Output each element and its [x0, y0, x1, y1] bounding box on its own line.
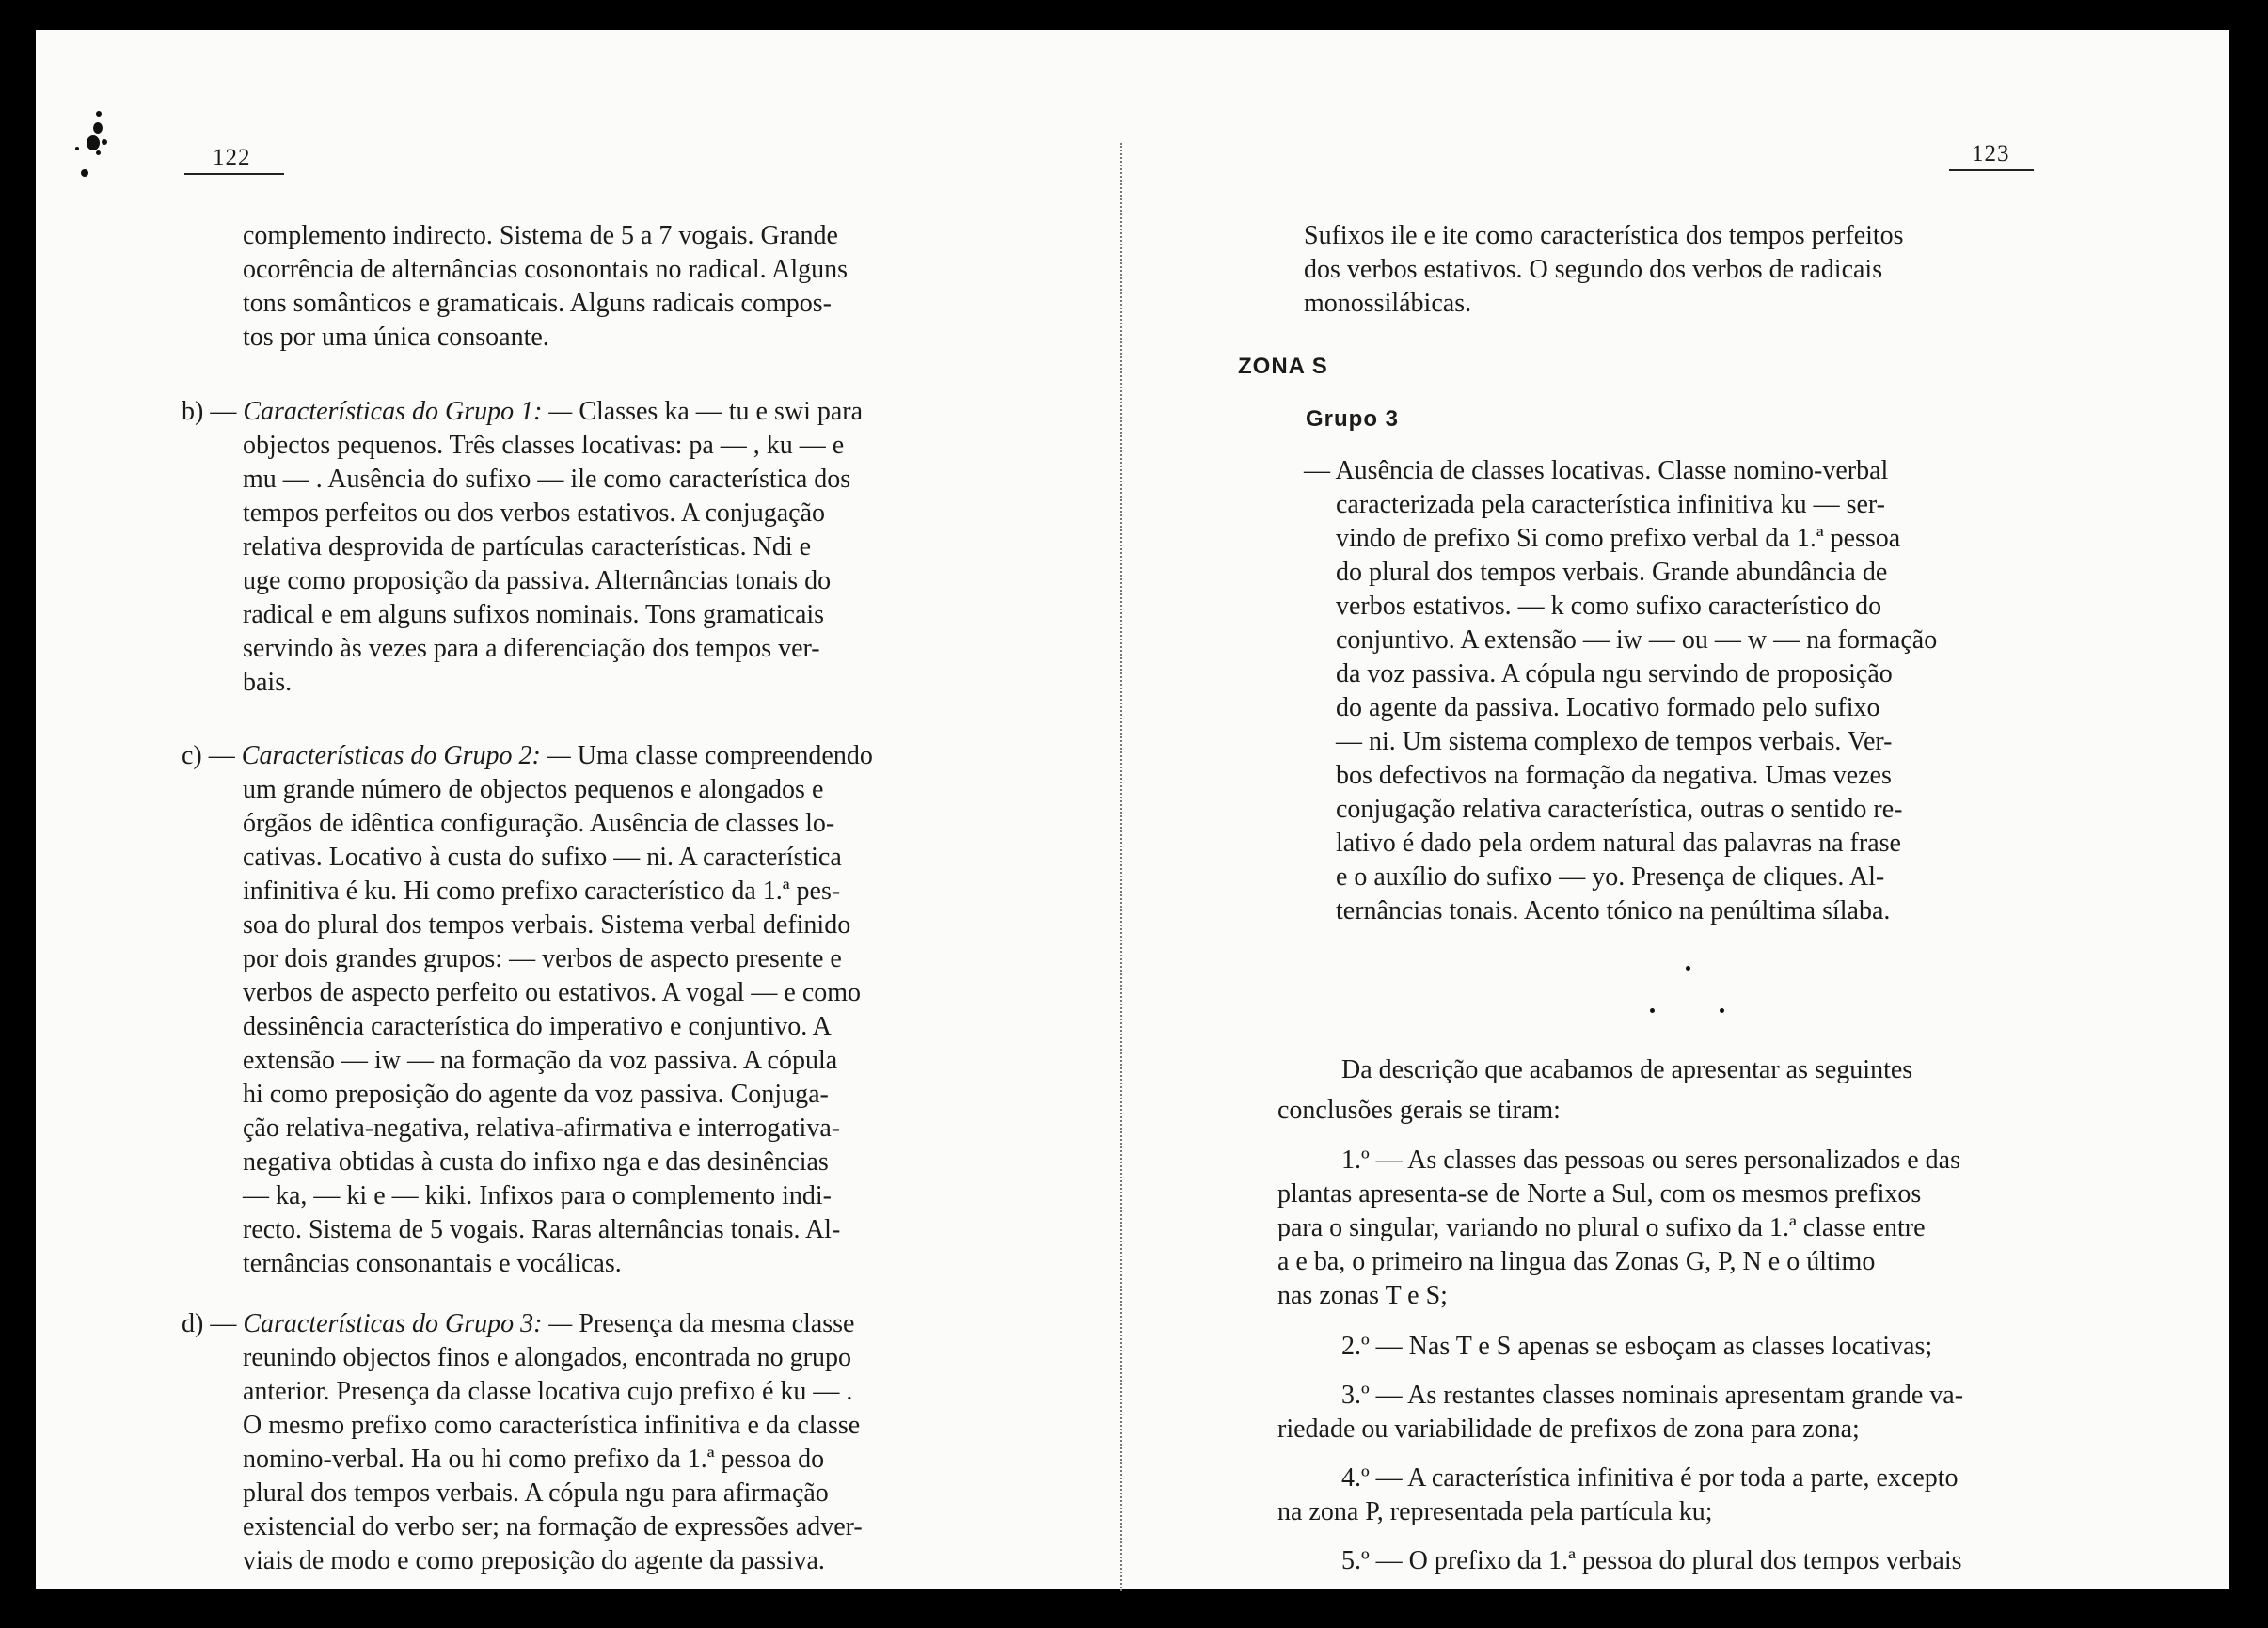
text-line: radical e em alguns sufixos nominais. Tons gramaticais — [243, 600, 825, 629]
text-line: um grande número de objectos pequenos e alongados e — [243, 775, 824, 804]
text-line: riedade ou variabilidade de prefixos de zona para zona; — [1277, 1415, 1860, 1444]
zone-heading: ZONA S — [1238, 354, 1328, 379]
text-line: nomino-verbal. Ha ou hi como prefixo da 1.ª pessoa do — [243, 1445, 825, 1474]
text-line: negativa obtidas à custa do infixo nga e das desinências — [243, 1147, 829, 1177]
page-number: 122 — [213, 145, 251, 170]
text-line: hi como preposição do agente da voz passiva. Conjuga- — [243, 1080, 829, 1109]
text-line: ternâncias tonais. Acento tónico na penúltima sílaba. — [1336, 896, 1891, 925]
text-line: plural dos tempos verbais. A cópula ngu para afirmação — [243, 1478, 829, 1508]
section-heading: Características do Grupo 1: — — [243, 397, 573, 426]
text-line: tos por uma única consoante. — [243, 323, 549, 352]
text-line: da voz passiva. A cópula ngu servindo de proposição — [1336, 659, 1893, 688]
text-line: para o singular, variando no plural o sufixo da 1.ª classe entre — [1277, 1213, 1926, 1242]
text-line: objectos pequenos. Três classes locativas: pa — , ku — e — [243, 431, 845, 460]
text-line: uge como proposição da passiva. Alternâncias tonais do — [243, 566, 832, 595]
text-line: 2.º — Nas T e S apenas se esboçam as classes locativas; — [1341, 1332, 1933, 1361]
text-line: soa do plural dos tempos verbais. Sistema verbal definido — [243, 910, 851, 940]
text-line: infinitiva é ku. Hi como prefixo característico da 1.ª pes- — [243, 877, 841, 906]
text-line: conjugação relativa característica, outras o sentido re- — [1336, 795, 1903, 824]
text-line: dessinência característica do imperativo e conjuntivo. A — [243, 1012, 832, 1041]
text-line: mu — . Ausência do sufixo — ile como característica dos — [243, 465, 851, 494]
text-line: por dois grandes grupos: — verbos de aspecto presente e — [243, 944, 842, 973]
text-line: bos defectivos na formação da negativa. Umas vezes — [1336, 761, 1892, 790]
text-line: — ni. Um sistema complexo de tempos verbais. Ver- — [1336, 727, 1893, 756]
text-line: 4.º — A característica infinitiva é por toda a parte, excepto — [1341, 1463, 1959, 1493]
text-line: recto. Sistema de 5 vogais. Raras alternâncias tonais. Al- — [243, 1215, 841, 1244]
text-line: O mesmo prefixo como característica infinitiva e da classe — [243, 1411, 861, 1440]
text-line: verbos de aspecto perfeito ou estativos. A vogal — e como — [243, 978, 862, 1007]
text-line: Sufixos ile e ite como característica dos tempos perfeitos — [1304, 221, 1904, 250]
section-heading: Características do Grupo 3: — — [243, 1309, 573, 1338]
text-line: complemento indirecto. Sistema de 5 a 7 vogais. Grande — [243, 221, 838, 250]
text-line: extensão — iw — na formação da voz passiva. A cópula — [243, 1046, 838, 1075]
text-line: ocorrência de alternâncias cosonontais no radical. Alguns — [243, 255, 848, 284]
scanned-sheet — [36, 30, 2229, 1589]
text-line: monossilábicas. — [1304, 289, 1472, 318]
item-marker: d) — — [182, 1309, 237, 1338]
text-line: existencial do verbo ser; na formação de expressões adver- — [243, 1512, 863, 1541]
text-line: Da descrição que acabamos de apresentar as seguintes — [1341, 1055, 1913, 1084]
text-line: lativo é dado pela ordem natural das palavras na frase — [1336, 829, 1901, 858]
text-line: cativas. Locativo à custa do sufixo — ni. A característica — [243, 843, 842, 872]
text-line: dos verbos estativos. O segundo dos verbos de radicais — [1304, 255, 1883, 284]
text-line: d) — Características do Grupo 3: — Presença da mesma classe — [182, 1309, 855, 1338]
text-line: conjuntivo. A extensão — iw — ou — w — na formação — [1336, 625, 1938, 655]
text-line: nas zonas T e S; — [1277, 1281, 1448, 1310]
text-line: 3.º — As restantes classes nominais apresentam grande va- — [1341, 1381, 1964, 1410]
page-number-rule — [184, 173, 284, 175]
text-line: — Ausência de classes locativas. Classe nomino-verbal — [1304, 456, 1889, 485]
text-line: caracterizada pela característica infinitiva ku — ser- — [1336, 490, 1885, 519]
text-line: verbos estativos. — k como sufixo característico do — [1336, 592, 1882, 621]
text-line: e o auxílio do sufixo — yo. Presença de cliques. Al- — [1336, 862, 1885, 892]
text-line: 1.º — As classes das pessoas ou seres personalizados e das — [1341, 1146, 1960, 1175]
text-line: vindo de prefixo Si como prefixo verbal da 1.ª pessoa — [1336, 524, 1901, 553]
text-line: tons somânticos e gramaticais. Alguns radicais compos- — [243, 289, 832, 318]
page-number: 123 — [1972, 141, 2010, 166]
text-line: na zona P, representada pela partícula ku; — [1277, 1497, 1713, 1526]
text-line: ternâncias consonantais e vocálicas. — [243, 1249, 622, 1278]
asterism-dot — [1686, 966, 1690, 971]
asterism-dot — [1720, 1008, 1724, 1013]
text-line: plantas apresenta-se de Norte a Sul, com os mesmos prefixos — [1277, 1179, 1922, 1209]
text-line: c) — Características do Grupo 2: — Uma classe compreendendo — [182, 741, 873, 770]
text-line: anterior. Presença da classe locativa cujo prefixo é ku — . — [243, 1377, 853, 1406]
text-line: servindo às vezes para a diferenciação dos tempos ver- — [243, 634, 820, 663]
asterism-dot — [1650, 1008, 1655, 1013]
text-line: tempos perfeitos ou dos verbos estativos. A conjugação — [243, 498, 825, 528]
text-line: a e ba, o primeiro na lingua das Zonas G, P, N e o último — [1277, 1247, 1876, 1276]
right-page — [1136, 30, 2229, 1589]
text-line: do plural dos tempos verbais. Grande abundância de — [1336, 558, 1888, 587]
text-line: b) — Características do Grupo 1: — Classes ka — tu e swi para — [182, 397, 864, 426]
text-line: reunindo objectos finos e alongados, encontrada no grupo — [243, 1343, 851, 1372]
text-line: do agente da passiva. Locativo formado pelo sufixo — [1336, 693, 1880, 722]
text-line: 5.º — O prefixo da 1.ª pessoa do plural dos tempos verbais — [1341, 1546, 1962, 1575]
text-line: órgãos de idêntica configuração. Ausência de classes lo- — [243, 809, 835, 838]
group-heading: Grupo 3 — [1306, 406, 1400, 432]
text-line: viais de modo e como preposição do agente da passiva. — [243, 1546, 825, 1575]
text-line: — ka, — ki e — kiki. Infixos para o complemento indi- — [243, 1181, 832, 1210]
section-heading: Características do Grupo 2: — — [241, 741, 571, 770]
item-marker: c) — — [182, 741, 235, 770]
item-marker: b) — — [182, 397, 237, 426]
page-number-rule — [1949, 169, 2034, 171]
text-line: bais. — [243, 668, 293, 697]
text-line: relativa desprovida de partículas características. Ndi e — [243, 532, 812, 561]
text-line: ção relativa-negativa, relativa-afirmativa e interrogativa- — [243, 1114, 841, 1143]
left-page — [36, 30, 1127, 1589]
text-line: conclusões gerais se tiram: — [1277, 1096, 1561, 1125]
